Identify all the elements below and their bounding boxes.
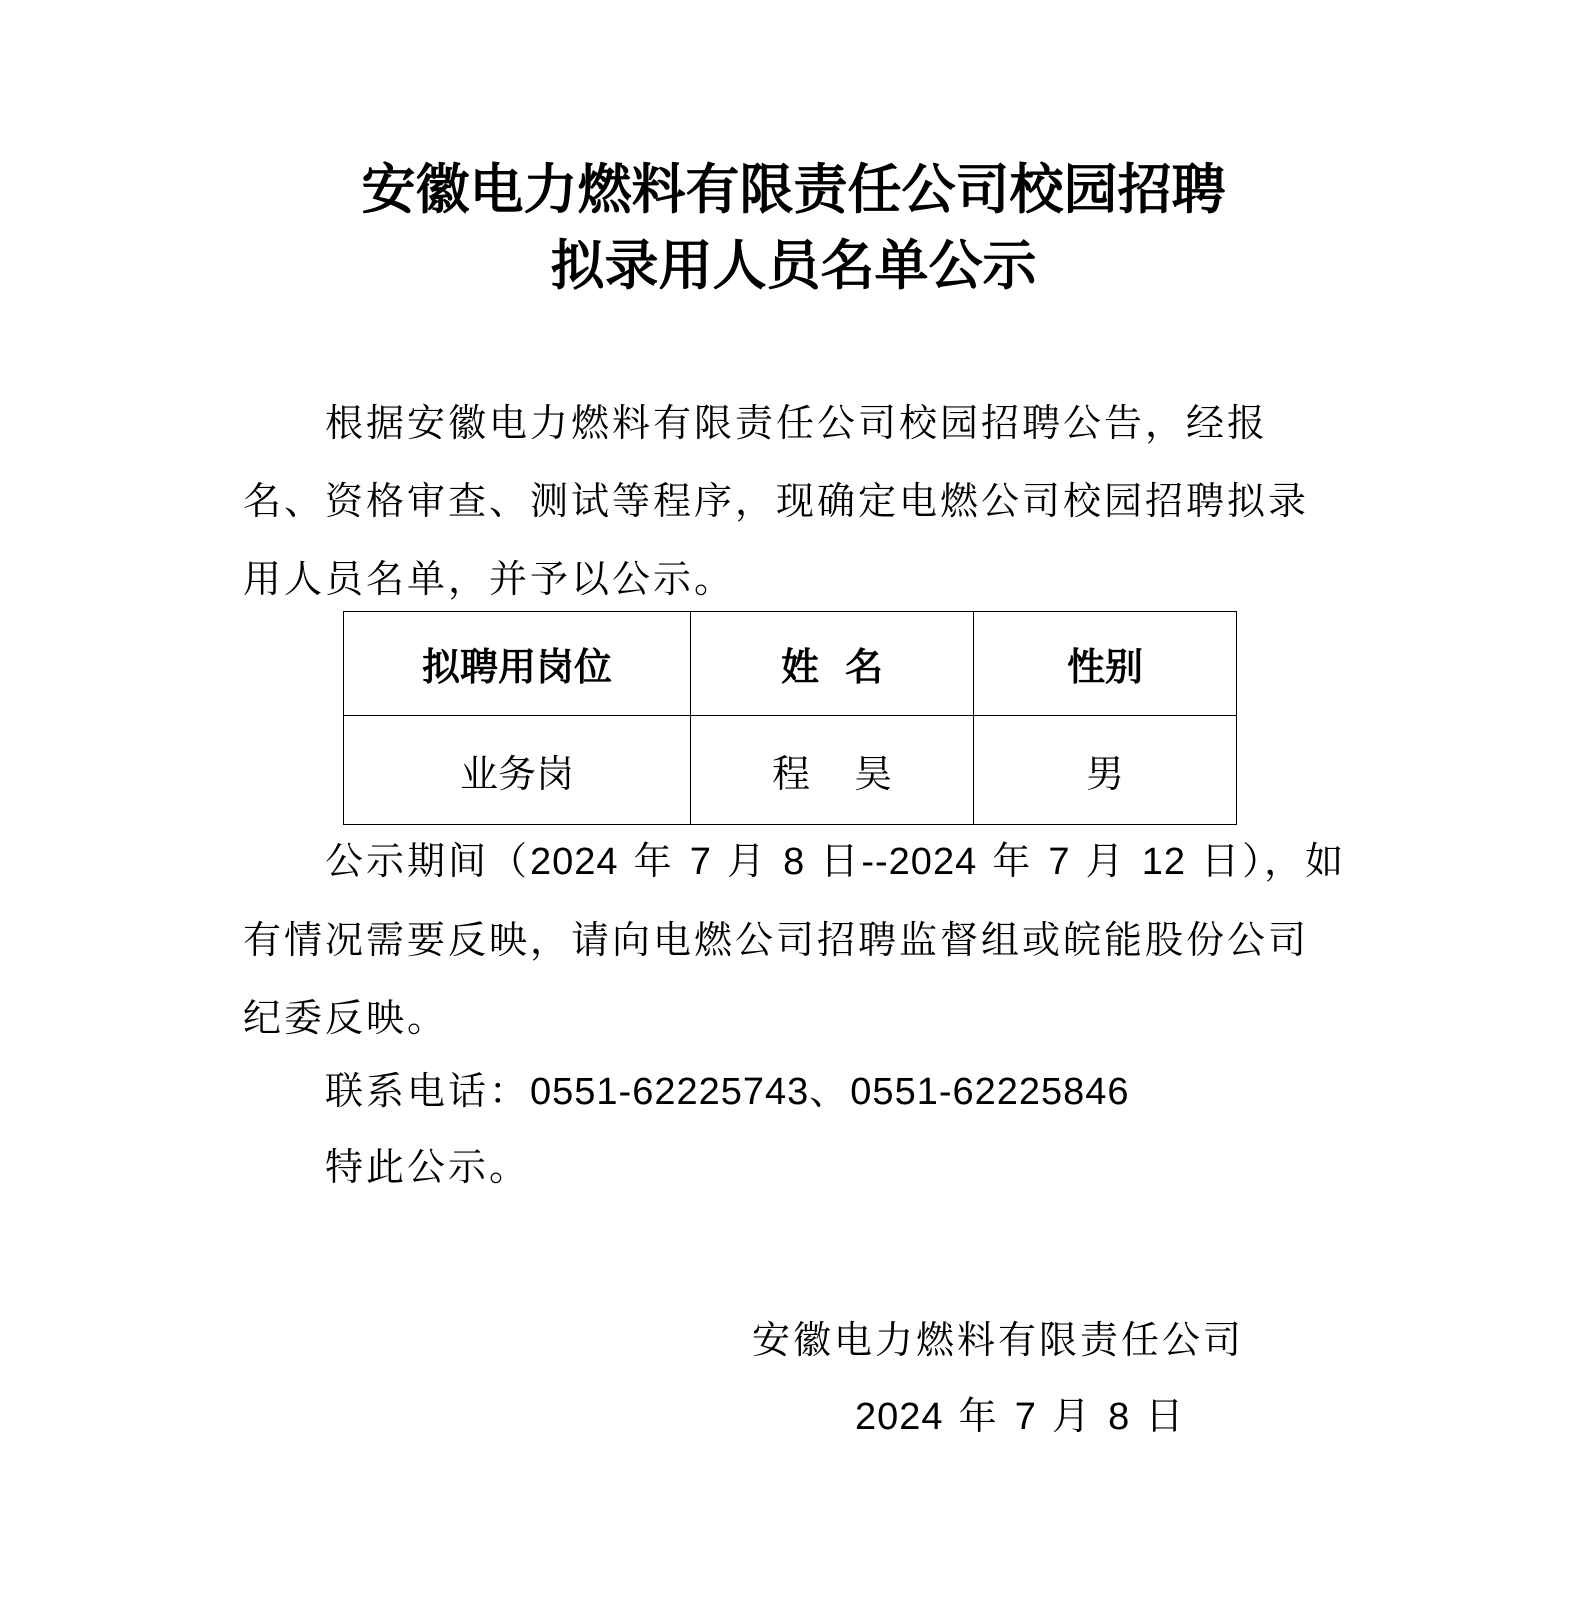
table-header-row — [344, 612, 1237, 716]
notice-title-line-2: 拟录用人员名单公示 — [550, 234, 1037, 297]
signature-month-char: 月 — [1051, 1394, 1093, 1438]
period-end-month-char: 月 — [1085, 839, 1127, 883]
signature-month: 7 — [1014, 1396, 1037, 1438]
period-range-separator: -- — [861, 841, 889, 883]
contact-label: 联系电话： — [325, 1069, 531, 1113]
signature-year: 2024 — [855, 1396, 944, 1438]
candidate-table — [343, 611, 1237, 825]
period-start-day: 8 — [783, 841, 806, 883]
publicity-period-paragraph — [243, 822, 1349, 1057]
period-start-month-char: 月 — [727, 839, 769, 883]
contact-paragraph — [243, 1052, 1349, 1131]
period-end-day: 12 — [1141, 841, 1187, 883]
cell-position: 业务岗 — [344, 716, 691, 825]
notice-title-line-1: 安徽电力燃料有限责任公司校园招聘 — [361, 158, 1226, 221]
period-start-year: 2024 — [530, 841, 619, 883]
signature-year-char: 年 — [958, 1394, 1000, 1438]
closing-line: 特此公示。 — [325, 1145, 531, 1189]
cell-gender: 男 — [974, 716, 1237, 825]
signature-date — [855, 1386, 1186, 1447]
signature-day: 8 — [1108, 1396, 1131, 1438]
header-position: 拟聘用岗位 — [344, 612, 691, 716]
cell-name: 程昊 — [691, 716, 974, 825]
contact-phone-2: 0551-62225846 — [850, 1071, 1130, 1113]
period-start-year-char: 年 — [633, 839, 675, 883]
period-end-year-char: 年 — [992, 839, 1034, 883]
period-end-year: 2024 — [888, 841, 978, 883]
contact-phone-1: 0551-62225743 — [530, 1071, 810, 1113]
contact-separator: 、 — [809, 1069, 851, 1113]
header-gender: 性别 — [974, 612, 1237, 716]
period-suffix: 日），如有情况需要反映，请向电燃公司招聘监督组或皖能股份公司纪委反映。 — [243, 839, 1347, 1040]
period-end-month: 7 — [1048, 841, 1071, 883]
intro-paragraph: 根据安徽电力燃料有限责任公司校园招聘公告，经报名、资格审查、测试等程序，现确定电燃公司校园招聘拟录用人员名单，并予以公示。 — [243, 401, 1310, 601]
table-row — [344, 716, 1237, 825]
signature-day-char: 日 — [1145, 1394, 1187, 1438]
period-start-month: 7 — [689, 841, 712, 883]
period-prefix: 公示期间（ — [325, 839, 531, 883]
period-start-day-char: 日 — [820, 839, 862, 883]
header-name: 姓名 — [691, 612, 974, 716]
signature-organization: 安徽电力燃料有限责任公司 — [752, 1318, 1245, 1362]
